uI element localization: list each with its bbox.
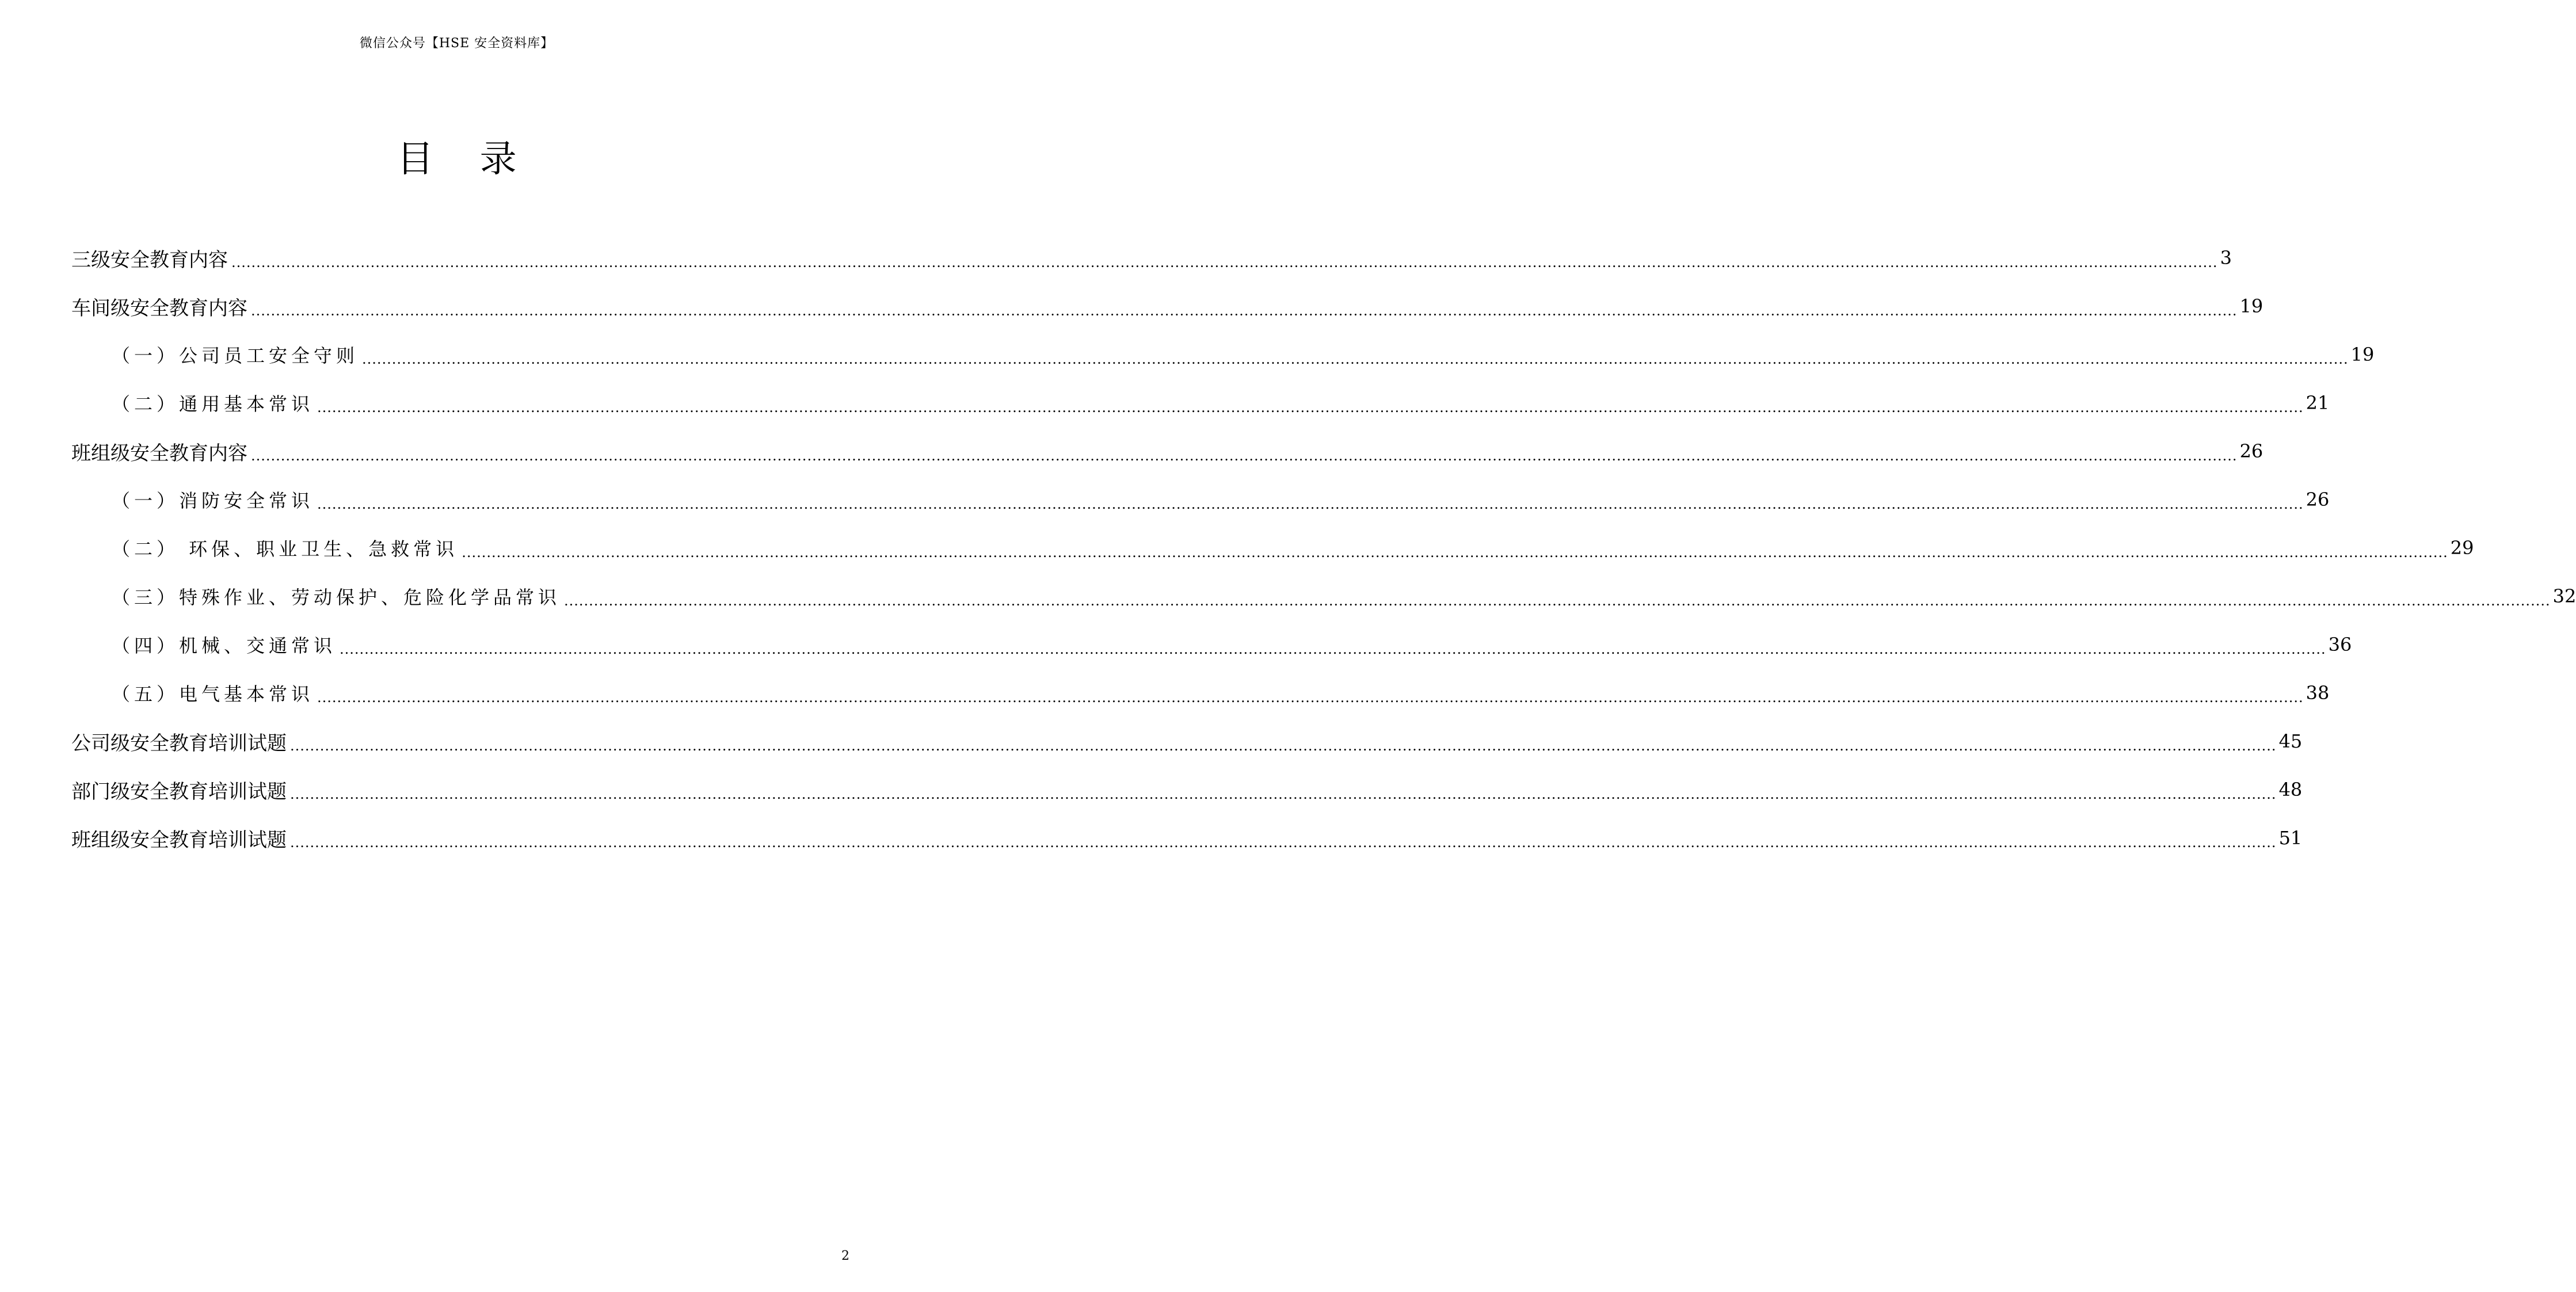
- toc-entry-page: 26: [2304, 489, 2330, 510]
- toc-entry[interactable]: [71, 572, 2576, 620]
- toc-entry-page: 32: [2551, 585, 2576, 607]
- title-char: 目: [397, 138, 434, 181]
- toc-entry-page: 38: [2304, 682, 2330, 704]
- toc-leader-dots: ................................................................................................................................................................................................................................................................................................................................................................................................................: [317, 496, 2304, 512]
- toc-entry-page: 29: [2448, 537, 2474, 559]
- title-char: 录: [479, 138, 517, 181]
- toc-leader-dots: ................................................................................................................................................................................................................................................................................................................................................................................................................: [317, 689, 2304, 706]
- toc-entry[interactable]: [71, 475, 2330, 524]
- page-header: 微信公众号【HSE 安全资料库】: [359, 36, 554, 51]
- toc-leader-dots: ................................................................................................................................................................................................................................................................................................................................................................................................................: [564, 593, 2551, 609]
- toc-entry-page: 36: [2326, 634, 2352, 655]
- toc-entry-page: 19: [2238, 295, 2263, 317]
- toc-entry[interactable]: [71, 620, 2352, 669]
- toc-entry-page: 45: [2277, 730, 2303, 752]
- toc-entry-label: 车间级安全教育内容: [71, 292, 251, 321]
- toc-leader-dots: ................................................................................................................................................................................................................................................................................................................................................................................................................: [290, 834, 2277, 851]
- toc-leader-dots: ................................................................................................................................................................................................................................................................................................................................................................................................................: [290, 738, 2277, 754]
- toc-entry-label: （一）公司员工安全守则: [112, 341, 362, 368]
- toc-entry[interactable]: [71, 282, 2263, 330]
- toc-entry-page: 48: [2277, 779, 2303, 801]
- toc-entry-label: （二） 环保、职业卫生、急救常识: [112, 535, 462, 561]
- toc-entry-label: （一）消防安全常识: [112, 486, 317, 513]
- toc-entry-label: 三级安全教育内容: [71, 244, 231, 272]
- toc-leader-dots: ................................................................................................................................................................................................................................................................................................................................................................................................................: [251, 303, 2238, 319]
- toc-entry-page: 19: [2349, 344, 2375, 365]
- toc-entry-label: （四）机械、交通常识: [112, 631, 340, 658]
- toc-entry-page: 3: [2218, 247, 2232, 269]
- toc-leader-dots: ................................................................................................................................................................................................................................................................................................................................................................................................................: [340, 641, 2326, 657]
- toc-entry-label: 班组级安全教育培训试题: [71, 824, 290, 852]
- toc-entry-label: 部门级安全教育培训试题: [71, 776, 290, 804]
- toc-leader-dots: ................................................................................................................................................................................................................................................................................................................................................................................................................: [317, 399, 2304, 416]
- toc-leader-dots: ................................................................................................................................................................................................................................................................................................................................................................................................................: [462, 544, 2448, 561]
- toc-entry-label: （二）通用基本常识: [112, 390, 317, 416]
- toc-entry[interactable]: [71, 427, 2263, 475]
- toc-entry-label: （五）电气基本常识: [112, 680, 317, 706]
- toc-entry-label: 班组级安全教育内容: [71, 437, 251, 466]
- toc-entry-page: 51: [2277, 827, 2303, 849]
- toc-entry[interactable]: [71, 234, 2232, 282]
- toc-entry[interactable]: [71, 669, 2330, 717]
- toc-entry[interactable]: [71, 717, 2303, 765]
- toc-entry[interactable]: [71, 524, 2474, 572]
- toc-leader-dots: ................................................................................................................................................................................................................................................................................................................................................................................................................: [251, 448, 2238, 464]
- toc-entry-label: 公司级安全教育培训试题: [71, 727, 290, 756]
- toc-entry[interactable]: [71, 814, 2303, 862]
- toc-entry[interactable]: [71, 330, 2375, 379]
- toc-entry-label: （三）特殊作业、劳动保护、危险化学品常识: [112, 583, 564, 609]
- toc-leader-dots: ................................................................................................................................................................................................................................................................................................................................................................................................................: [362, 351, 2349, 367]
- toc-entry[interactable]: [71, 379, 2330, 427]
- toc-entry-page: 26: [2238, 440, 2263, 462]
- table-of-contents: [71, 234, 2576, 862]
- page-title: [0, 129, 913, 182]
- toc-leader-dots: ................................................................................................................................................................................................................................................................................................................................................................................................................: [231, 254, 2218, 270]
- toc-leader-dots: ................................................................................................................................................................................................................................................................................................................................................................................................................: [290, 786, 2277, 802]
- page-number: 2: [841, 1249, 849, 1263]
- toc-entry[interactable]: [71, 765, 2303, 814]
- toc-entry-page: 21: [2304, 392, 2330, 414]
